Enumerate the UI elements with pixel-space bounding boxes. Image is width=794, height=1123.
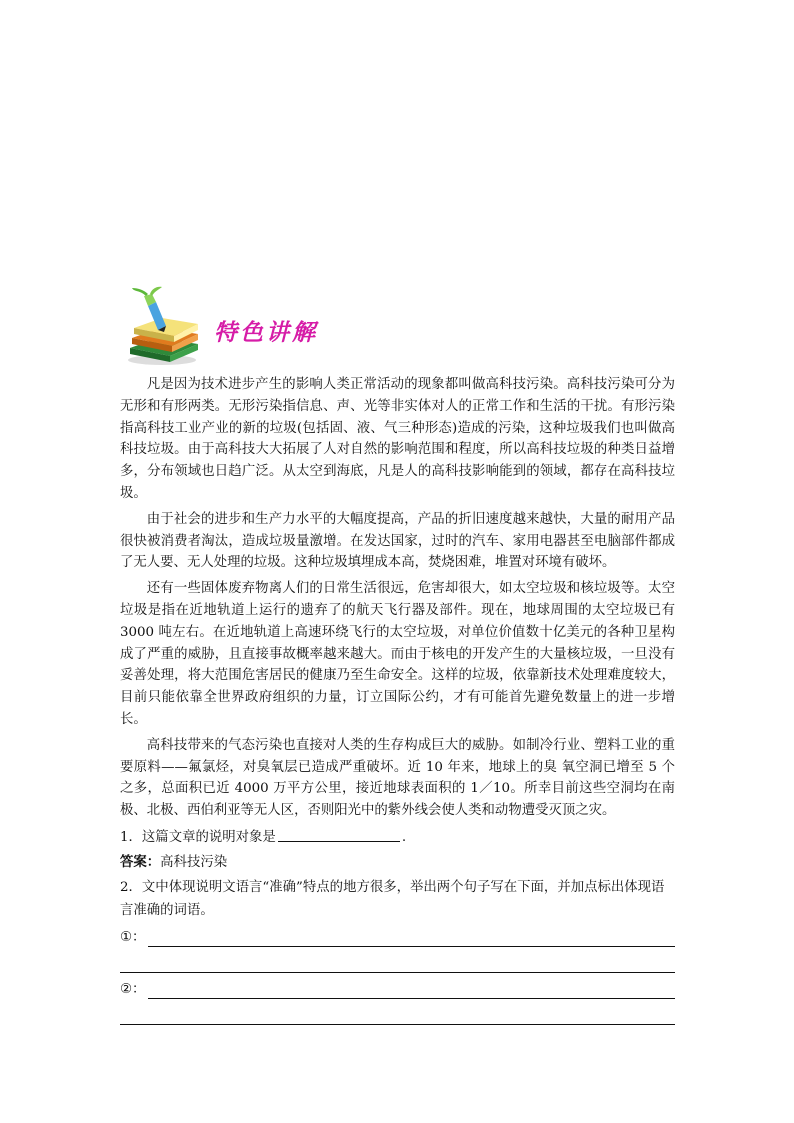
- paragraph-3: 还有一些固体废弃物离人们的日常生活很远，危害却很大，如太空垃圾和核垃圾等。太空垃圾是指在近地轨道上运行的遗弃了的航天飞行器及部件。现在，地球周围的太空垃圾已有 3000 吨左右。在近地轨道上高速环绕飞行的太空垃圾，对单位价值数十亿美元的各种卫星构成了严重的威胁，且直接事故概率越来越大。而由于核电的开发产生的大量核垃圾，一旦没有妥善处理，将大范围危害居民的健康乃至生命安全。这样的垃圾，依靠新技术处理难度较大，目前只能依靠全世界政府组织的力量，订立国际公约，才有可能首先避免数量上的进一步增长。: [120, 581, 675, 727]
- question-1-end: .: [401, 829, 407, 845]
- answer-line-1b-rule: [120, 972, 675, 973]
- paragraph-1: 凡是因为技术进步产生的影响人类正常活动的现象都叫做高科技污染。高科技污染可分为无形和有形两类。无形污染指信息、声、光等非实体对人的正常工作和生活的干扰。有形污染指高科技工业产业的新的垃圾(包括固、液、气三种形态)造成的污染，这种垃圾我们也叫做高科技垃圾。由于高科技大大拓展了人对自然的影响范围和程度，所以高科技垃圾的种类日益增多，分布领域也日趋广泛。从太空到海底，凡是人的高科技影响能到的领域，都存在高科技垃圾。: [120, 377, 675, 501]
- question-2: 2．文中体现说明文语言“准确”特点的地方很多，举出两个句子写在下面，并加点标出体现语言准确的词语。: [120, 879, 665, 918]
- answer-line-2b-rule: [120, 1024, 675, 1025]
- answer-line-2-label: ②：: [120, 981, 146, 997]
- answer-line-2[interactable]: [120, 980, 675, 1006]
- books-pencil-logo-icon: [118, 286, 208, 366]
- answer-1: [120, 851, 675, 874]
- answer-label: 答案：: [120, 853, 161, 870]
- question-1-text: 1．这篇文章的说明对象是: [120, 829, 276, 845]
- answer-line-1-label: ①：: [120, 929, 146, 945]
- article-body: [120, 374, 675, 1032]
- paragraph-2: 由于社会的进步和生产力水平的大幅度提高，产品的折旧速度越来越快，大量的耐用产品很快被消费者淘汰，造成垃圾量激增。在发达国家，过时的汽车、家用电器甚至电脑部件都成了无人要、无人处理的垃圾。这种垃圾填埋成本高，焚烧困难，堆置对环境有破坏。: [120, 511, 675, 571]
- answer-line-1b[interactable]: [120, 954, 675, 980]
- answer-line-2-rule: [148, 998, 675, 999]
- answer-text: 高科技污染: [160, 854, 228, 870]
- question-1: [120, 826, 675, 849]
- answer-line-1-rule: [148, 946, 675, 947]
- section-title: 特色讲解: [214, 320, 318, 346]
- answer-line-2b[interactable]: [120, 1006, 675, 1032]
- question-1-blank[interactable]: [278, 827, 400, 842]
- answer-line-1[interactable]: [120, 928, 675, 954]
- paragraph-4: 高科技带来的气态污染也直接对人类的生存构成巨大的威胁。如制冷行业、塑料工业的重要原料——氟氯烃，对臭氧层已造成严重破坏。近 10 年来，地球上的臭 氧空洞已增至 5 个之多，总面积已近 4000 万平方公里，接近地球表面积的 1／10。所幸目前这些空洞均在南极、北极、西伯利亚等无人区，否则阳光中的紫外线会使人类和动物遭受灭顶之灾。: [120, 737, 675, 819]
- section-header: [118, 286, 358, 366]
